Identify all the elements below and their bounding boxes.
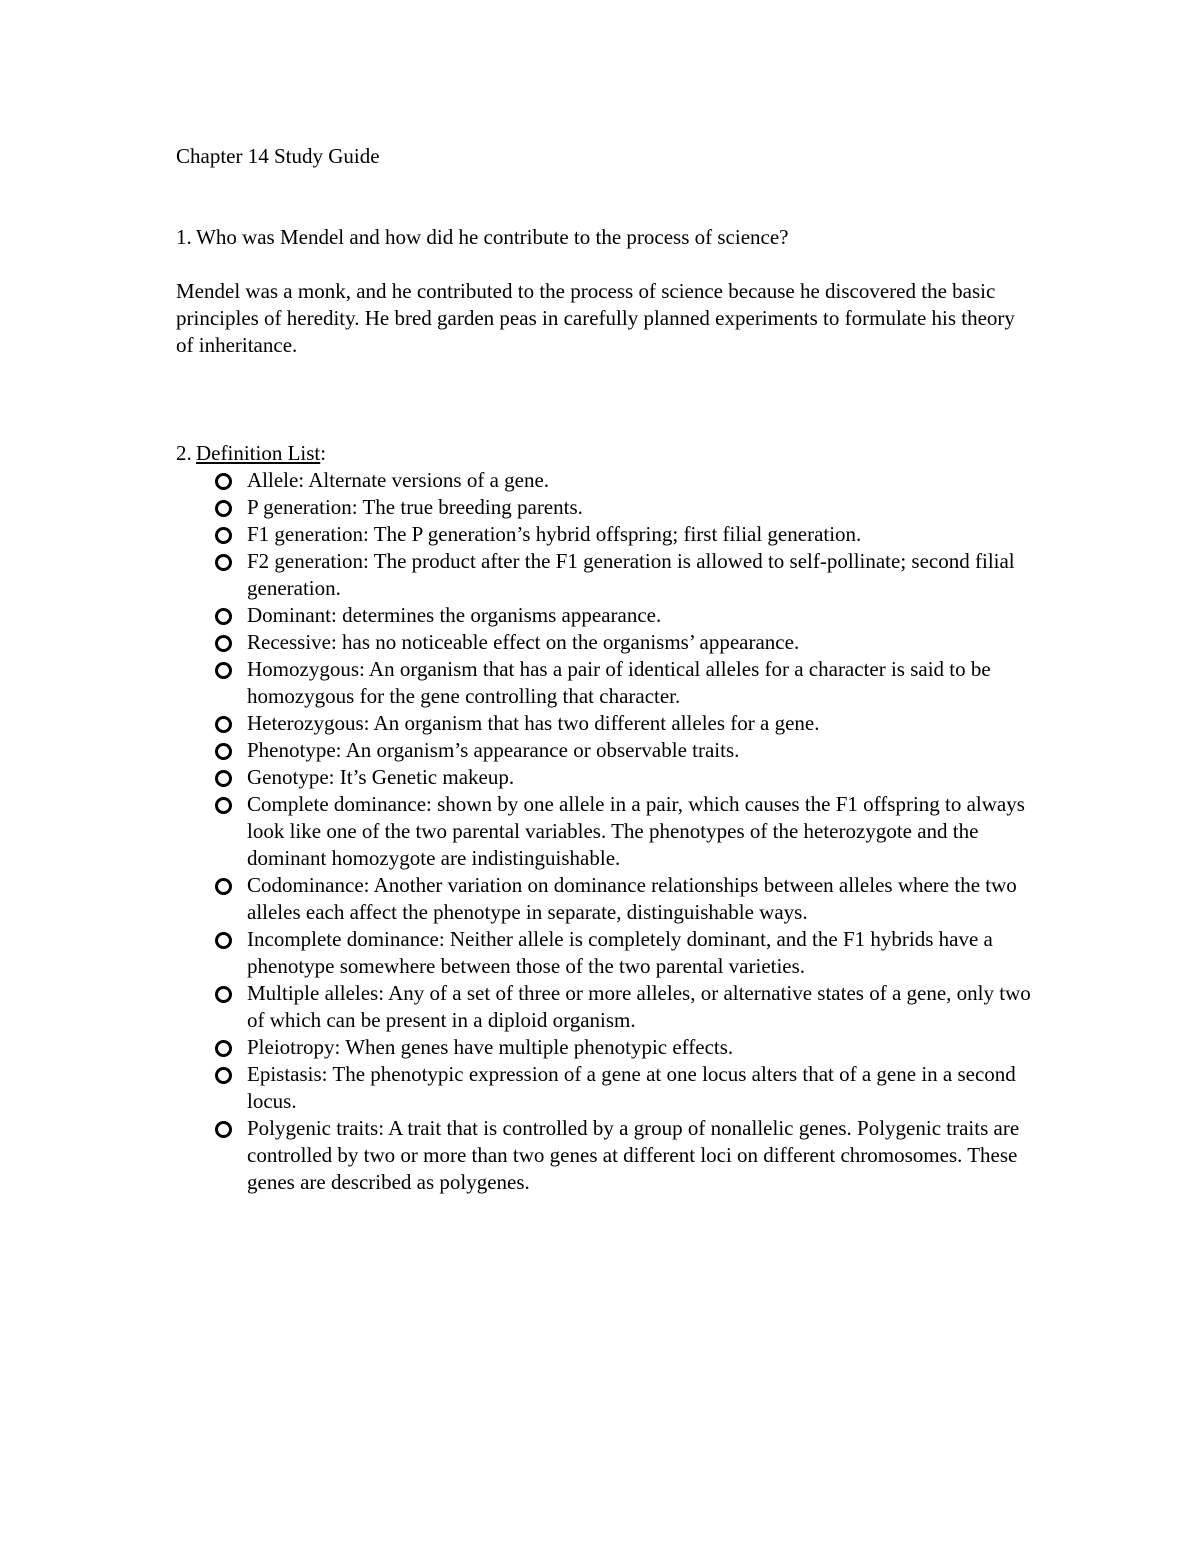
list-item xyxy=(212,656,1042,710)
circle-bullet-icon xyxy=(215,716,232,733)
circle-bullet-icon xyxy=(215,473,232,490)
definition-text: Heterozygous: An organism that has two different alleles for a gene. xyxy=(247,711,820,735)
circle-bullet-icon xyxy=(215,878,232,895)
definition-text: Genotype: It’s Genetic makeup. xyxy=(247,765,515,789)
list-item xyxy=(212,494,1042,521)
definition-text: Dominant: determines the organisms appearance. xyxy=(247,603,662,627)
list-item xyxy=(212,710,1042,737)
circle-bullet-icon xyxy=(215,527,232,544)
list-item xyxy=(212,764,1042,791)
list-item xyxy=(212,1061,1042,1115)
circle-bullet-icon xyxy=(215,1040,232,1057)
list-item xyxy=(212,467,1042,494)
definition-text: F2 generation: The product after the F1 generation is allowed to self-pollinate; second filial generation. xyxy=(247,549,1015,600)
definition-text: Recessive: has no noticeable effect on the organisms’ appearance. xyxy=(247,630,800,654)
circle-bullet-icon xyxy=(215,797,232,814)
circle-bullet-icon xyxy=(215,500,232,517)
definition-text: Pleiotropy: When genes have multiple phenotypic effects. xyxy=(247,1035,734,1059)
question-1-text: Who was Mendel and how did he contribute to the process of science? xyxy=(196,225,789,249)
definition-text: Incomplete dominance: Neither allele is completely dominant, and the F1 hybrids have a phenotype somewhere between those of the two parental varieties. xyxy=(247,927,993,978)
definition-list-heading: Definition List xyxy=(196,441,321,465)
list-item xyxy=(212,1034,1042,1061)
definition-text: Epistasis: The phenotypic expression of a gene at one locus alters that of a gene in a second locus. xyxy=(247,1062,1016,1113)
question-1 xyxy=(176,224,788,251)
definition-text: Multiple alleles: Any of a set of three or more alleles, or alternative states of a gene, only two of which can be present in a diploid organism. xyxy=(247,981,1031,1032)
list-item xyxy=(212,629,1042,656)
definition-text: Phenotype: An organism’s appearance or observable traits. xyxy=(247,738,740,762)
definition-text: Codominance: Another variation on dominance relationships between alleles where the two alleles each affect the phenotype in separate, distinguishable ways. xyxy=(247,873,1017,924)
question-2-heading xyxy=(176,440,326,467)
circle-bullet-icon xyxy=(215,662,232,679)
definition-list xyxy=(212,467,1042,1196)
page-title: Chapter 14 Study Guide xyxy=(176,144,380,168)
list-item xyxy=(212,980,1042,1034)
list-item xyxy=(212,872,1042,926)
definition-text: Homozygous: An organism that has a pair of identical alleles for a character is said to be homozygous for the gene controlling that character. xyxy=(247,657,991,708)
definition-text: Complete dominance: shown by one allele in a pair, which causes the F1 offspring to always look like one of the two parental variables. The phenotypes of the heterozygote and the dominant homozygote are indistinguishable. xyxy=(247,792,1025,870)
list-item xyxy=(212,548,1042,602)
list-item xyxy=(212,602,1042,629)
circle-bullet-icon xyxy=(215,1121,232,1138)
circle-bullet-icon xyxy=(215,1067,232,1084)
question-2-number: 2. xyxy=(176,441,192,465)
definition-text: Allele: Alternate versions of a gene. xyxy=(247,468,550,492)
circle-bullet-icon xyxy=(215,743,232,760)
definition-text: P generation: The true breeding parents. xyxy=(247,495,583,519)
list-item xyxy=(212,791,1042,872)
circle-bullet-icon xyxy=(215,986,232,1003)
circle-bullet-icon xyxy=(215,932,232,949)
definition-text: F1 generation: The P generation’s hybrid offspring; first filial generation. xyxy=(247,522,862,546)
circle-bullet-icon xyxy=(215,608,232,625)
circle-bullet-icon xyxy=(215,635,232,652)
definition-list-colon: : xyxy=(320,441,327,465)
definition-text: Polygenic traits: A trait that is controlled by a group of nonallelic genes. Polygenic traits are controlled by two or more than two genes at different loci on different chromosomes. These genes are described as polygenes. xyxy=(247,1116,1020,1194)
list-item xyxy=(212,521,1042,548)
list-item xyxy=(212,926,1042,980)
list-item xyxy=(212,737,1042,764)
circle-bullet-icon xyxy=(215,770,232,787)
question-1-number: 1. xyxy=(176,225,192,249)
question-1-answer: Mendel was a monk, and he contributed to the process of science because he discovered the basic principles of heredity. He bred garden peas in carefully planned experiments to formulate his theory of inheritance. xyxy=(176,279,1015,357)
list-item xyxy=(212,1115,1042,1196)
circle-bullet-icon xyxy=(215,554,232,571)
